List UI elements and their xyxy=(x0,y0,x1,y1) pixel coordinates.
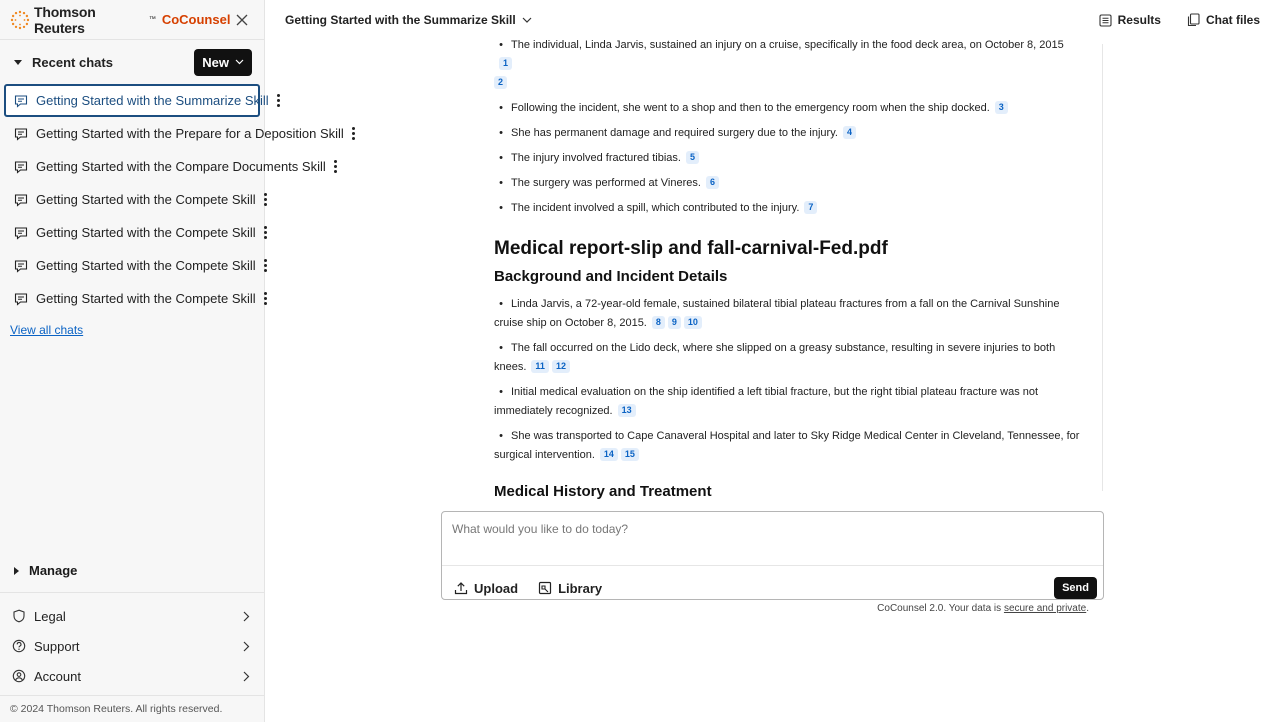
chevron-right-icon xyxy=(243,611,250,622)
view-all-chats-link[interactable]: View all chats xyxy=(10,323,84,337)
citation-chip[interactable]: 8 xyxy=(652,316,665,329)
nav-account[interactable] xyxy=(0,661,264,691)
results-label: Results xyxy=(1117,13,1161,27)
bullet-text: Initial medical evaluation on the ship identified a left tibial fracture, but the right tibial plateau fracture was not immediately recognized. xyxy=(494,386,1039,417)
brand-trademark: ™ xyxy=(148,16,156,23)
upload-label: Upload xyxy=(474,580,519,596)
citation-chip[interactable]: 15 xyxy=(621,448,639,461)
help-circle-icon xyxy=(12,639,26,653)
chat-item-label: Getting Started with the Summarize Skill xyxy=(36,93,269,108)
chat-options-button[interactable] xyxy=(264,193,267,206)
bullet-text: The fall occurred on the Lido deck, where she slipped on a greasy substance, resulting in severe injuries to both knees. xyxy=(494,342,1056,373)
prompt-input[interactable] xyxy=(442,512,1103,566)
results-button[interactable] xyxy=(1099,13,1161,27)
bullet-text: Following the incident, she went to a shop and then to the emergency room when the ship docked. xyxy=(511,102,990,114)
bullet-text: The incident involved a spill, which contributed to the injury. xyxy=(511,202,800,214)
summary-bullet: • Initial medical evaluation on the ship identified a left tibial fracture, but the right tibial plateau fracture was not immediately recognized. 13 xyxy=(494,386,1039,417)
citation-chip[interactable]: 7 xyxy=(804,201,817,214)
footer-note xyxy=(441,603,1089,614)
chat-bubble-icon xyxy=(14,94,28,108)
citation-chip[interactable]: 1 xyxy=(499,57,512,70)
send-button[interactable]: Send xyxy=(1054,577,1097,599)
nav-support-label: Support xyxy=(34,638,80,654)
chevron-right-icon xyxy=(243,641,250,652)
chat-bubble-icon xyxy=(14,292,28,306)
chevron-down-icon xyxy=(235,59,244,65)
citation-chip[interactable]: 9 xyxy=(668,316,681,329)
files-icon xyxy=(1187,13,1200,27)
nav-support[interactable] xyxy=(0,631,264,661)
shield-icon xyxy=(12,609,26,623)
chat-title: Getting Started with the Summarize Skill xyxy=(285,13,516,27)
summary-bullet: • The incident involved a spill, which contributed to the injury. 7 xyxy=(494,199,1080,218)
recent-chats-header[interactable] xyxy=(0,40,264,84)
library-button[interactable] xyxy=(538,581,602,596)
summary-bullet: • Linda Jarvis, a 72-year-old female, sustained bilateral tibial plateau fractures from a fall on the Carnival Sunshine cruise ship on October 8, 2015. 8 9 10 xyxy=(494,298,1060,329)
chat-options-button[interactable] xyxy=(264,259,267,272)
citation-chip[interactable]: 10 xyxy=(684,316,702,329)
chat-files-label: Chat files xyxy=(1205,13,1260,27)
close-sidebar-button[interactable] xyxy=(230,8,254,32)
prompt-toolbar xyxy=(442,571,1103,605)
chat-item[interactable] xyxy=(4,150,326,183)
chat-files-button[interactable] xyxy=(1187,13,1260,27)
summary-bullet: • The injury involved fractured tibias. 5 xyxy=(494,149,1080,168)
new-chat-button[interactable] xyxy=(194,49,252,76)
chat-item[interactable] xyxy=(4,84,269,117)
chat-item[interactable] xyxy=(4,249,260,282)
library-label: Library xyxy=(558,580,603,596)
summary-bullet: • She was transported to Cape Canaveral Hospital and later to Sky Ridge Medical Center in Cleveland, Tennessee, for surgical intervention. 14 15 xyxy=(494,430,1080,461)
section-title: Background and Incident Details xyxy=(494,268,728,285)
nav-legal-label: Legal xyxy=(34,608,66,624)
chat-item[interactable] xyxy=(4,117,344,150)
chat-options-button[interactable] xyxy=(264,292,267,305)
chat-options-button[interactable] xyxy=(352,127,355,140)
bullet-text: Linda Jarvis, a 72-year-old female, sustained bilateral tibial plateau fractures from a fall on the Carnival Sunshine cruise ship on October 8, 2015. xyxy=(494,298,1060,329)
bullet-text: She has permanent damage and required surgery due to the injury. xyxy=(511,127,838,139)
chat-item-label: Getting Started with the Prepare for a Deposition Skill xyxy=(36,126,344,141)
brand-bar xyxy=(0,0,264,40)
chat-bubble-icon xyxy=(14,226,28,240)
sidebar-nav xyxy=(0,593,264,696)
chat-bubble-icon xyxy=(14,160,28,174)
bullet-text: The injury involved fractured tibias. xyxy=(511,152,681,164)
bullet-text: The individual, Linda Jarvis, sustained an injury on a cruise, specifically in the food deck area, on October 8, 2015 xyxy=(511,39,1064,51)
chat-title-dropdown[interactable] xyxy=(285,13,532,27)
chat-bubble-icon xyxy=(14,259,28,273)
chat-item-label: Getting Started with the Compare Documents Skill xyxy=(36,159,326,174)
chat-bubble-icon xyxy=(14,127,28,141)
citation-chip[interactable]: 3 xyxy=(995,101,1008,114)
prompt-box xyxy=(441,511,1104,600)
document-title: Medical report-slip and fall-carnival-Fed.pdf xyxy=(494,238,888,259)
nav-account-label: Account xyxy=(34,668,81,684)
chat-options-button[interactable] xyxy=(264,226,267,239)
citation-chip[interactable]: 12 xyxy=(552,360,570,373)
sidebar-bottom xyxy=(0,549,264,722)
thomson-reuters-logo-icon xyxy=(10,10,30,30)
chevron-right-icon xyxy=(243,671,250,682)
summary-bullet: • She has permanent damage and required surgery due to the injury. 4 xyxy=(494,124,1080,143)
chat-item[interactable] xyxy=(4,282,260,315)
secure-private-link[interactable]: secure and private xyxy=(1003,603,1087,614)
list-icon xyxy=(1099,14,1112,27)
summary-bullet: • The surgery was performed at Vineres. 6 xyxy=(494,174,1080,193)
recent-chats-list xyxy=(0,84,344,315)
summary-content[interactable] xyxy=(441,39,1103,500)
sidebar xyxy=(0,0,344,722)
summary-bullet: • The fall occurred on the Lido deck, where she slipped on a greasy substance, resulting in severe injuries to both knees. 11 12 xyxy=(494,342,1056,373)
nav-legal[interactable] xyxy=(0,601,264,631)
section-title: Medical History and Treatment xyxy=(494,483,712,500)
summary-bullet: • Following the incident, she went to a shop and then to the emergency room when the ship docked. 3 xyxy=(494,99,1080,118)
copyright-text: © 2024 Thomson Reuters. All rights reserved. xyxy=(10,703,223,715)
manage-label: Manage xyxy=(29,563,78,578)
citation-chip[interactable]: 2 xyxy=(494,76,507,89)
chat-bubble-icon xyxy=(14,193,28,207)
chat-item-label: Getting Started with the Compete Skill xyxy=(36,258,256,273)
close-icon xyxy=(236,14,248,26)
recent-chats-title: Recent chats xyxy=(32,54,113,70)
user-circle-icon xyxy=(12,669,26,683)
chat-item[interactable] xyxy=(4,183,260,216)
chat-item[interactable] xyxy=(4,216,260,249)
upload-icon xyxy=(454,581,468,595)
upload-button[interactable] xyxy=(454,581,518,596)
brand-name: Thomson Reuters xyxy=(34,3,96,36)
citation-chip[interactable]: 5 xyxy=(686,151,699,164)
chat-item-label: Getting Started with the Compete Skill xyxy=(36,192,256,207)
chat-options-button[interactable] xyxy=(334,160,337,173)
library-icon xyxy=(538,581,552,595)
footer-text: CoCounsel 2.0. Your data is xyxy=(877,603,1004,614)
chat-item-label: Getting Started with the Compete Skill xyxy=(36,291,256,306)
citation-chip[interactable]: 14 xyxy=(600,448,618,461)
chat-options-button[interactable] xyxy=(277,94,280,107)
footer-end: . xyxy=(1086,603,1089,614)
caret-right-icon xyxy=(14,567,19,575)
manage-toggle[interactable] xyxy=(0,549,264,593)
chevron-down-icon xyxy=(522,17,532,23)
top-bar xyxy=(265,0,1280,40)
citation-chip[interactable]: 6 xyxy=(706,176,719,189)
citation-chip[interactable]: 11 xyxy=(531,360,549,373)
chat-item-label: Getting Started with the Compete Skill xyxy=(36,225,256,240)
bullet-text: She was transported to Cape Canaveral Hospital and later to Sky Ridge Medical Center in Cleveland, Tennessee, for surgical intervention. xyxy=(494,430,1080,461)
caret-down-icon xyxy=(14,60,22,65)
summary-bullet: • The individual, Linda Jarvis, sustained an injury on a cruise, specifically in the food deck area, on October 8, 20151 2 xyxy=(494,36,1080,93)
citation-chip[interactable]: 13 xyxy=(618,404,636,417)
citation-chip[interactable]: 4 xyxy=(843,126,856,139)
bullet-text: The surgery was performed at Vineres. xyxy=(511,177,701,189)
top-actions xyxy=(1099,13,1260,27)
brand-product: CoCounsel xyxy=(161,12,231,27)
new-chat-label: New xyxy=(202,54,229,70)
